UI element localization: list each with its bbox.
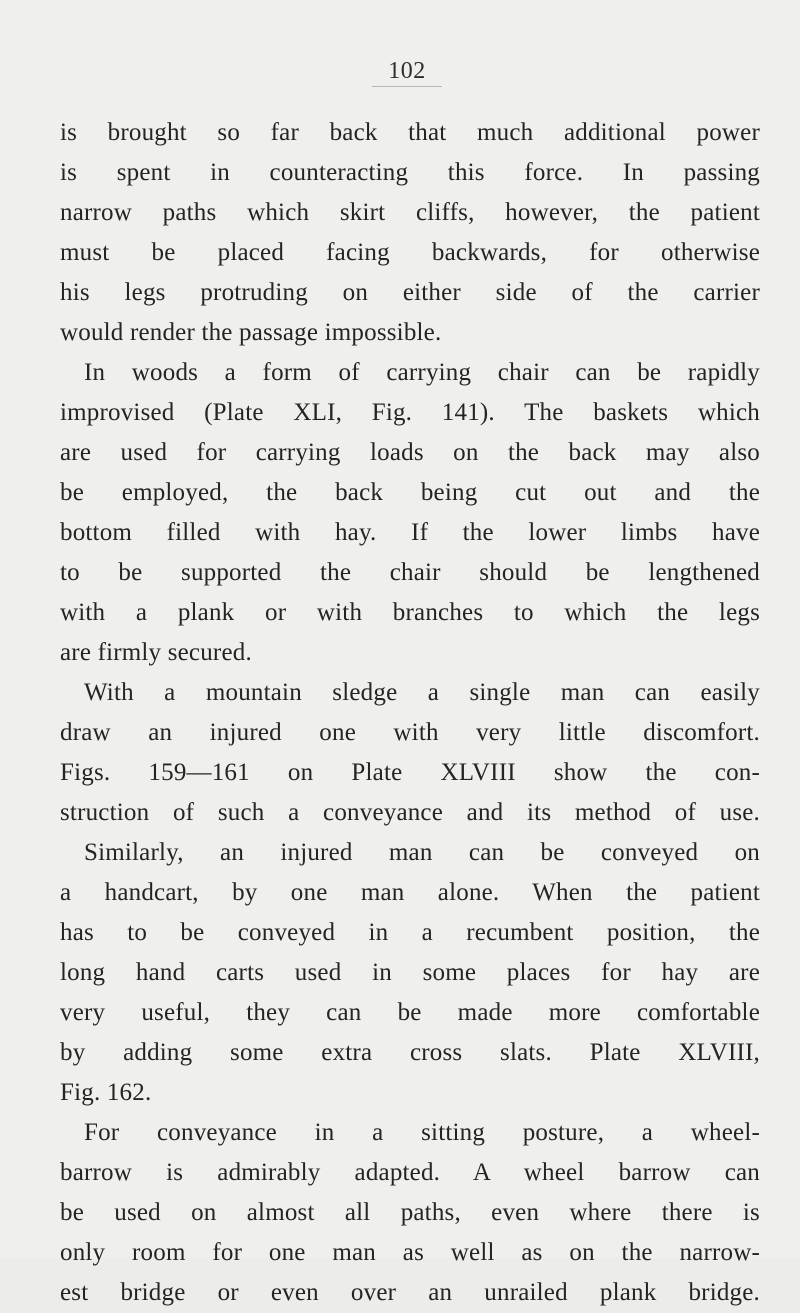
text-line: Figs. 159—161 on Plate XLVIII show the con- [60, 759, 760, 786]
text-line: very useful, they can be made more comfortable [60, 999, 760, 1026]
text-line: be employed, the back being cut out and the [60, 479, 760, 506]
text-line: With a mountain sledge a single man can easily [84, 679, 760, 706]
text-line: Similarly, an injured man can be conveyed on [84, 839, 760, 866]
text-line: improvised (Plate XLI, Fig. 141). The baskets which [60, 399, 760, 426]
text-line: In woods a form of carrying chair can be rapidly [84, 359, 760, 386]
text-line: with a plank or with branches to which the legs [60, 599, 760, 626]
page-number-rule [372, 86, 442, 87]
text-line: has to be conveyed in a recumbent position, the [60, 919, 760, 946]
text-line: bottom filled with hay. If the lower limbs have [60, 519, 760, 546]
text-line: Fig. 162. [60, 1079, 152, 1106]
text-line: a handcart, by one man alone. When the patient [60, 879, 760, 906]
text-line: to be supported the chair should be lengthened [60, 559, 760, 586]
text-line: be used on almost all paths, even where there is [60, 1199, 760, 1226]
text-line: For conveyance in a sitting posture, a wheel- [84, 1119, 760, 1146]
text-line: est bridge or even over an unrailed plank bridge. [60, 1279, 760, 1306]
text-line: would render the passage impossible. [60, 319, 442, 346]
text-line: is spent in counteracting this force. In passing [60, 159, 760, 186]
text-line: are firmly secured. [60, 639, 252, 666]
text-line: only room for one man as well as on the narrow- [60, 1239, 760, 1266]
text-line: draw an injured one with very little discomfort. [60, 719, 760, 746]
text-line: his legs protruding on either side of the carrier [60, 279, 760, 306]
text-line: narrow paths which skirt cliffs, however, the patient [60, 199, 760, 226]
text-line: must be placed facing backwards, for otherwise [60, 239, 760, 266]
text-line: is brought so far back that much additional power [60, 119, 760, 146]
text-line: struction of such a conveyance and its method of use. [60, 799, 760, 826]
text-line: barrow is admirably adapted. A wheel barrow can [60, 1159, 760, 1186]
page-number: 102 [388, 58, 426, 84]
text-line: are used for carrying loads on the back may also [60, 439, 760, 466]
text-line: long hand carts used in some places for hay are [60, 959, 760, 986]
body-text [60, 113, 760, 1313]
text-line: by adding some extra cross slats. Plate XLVIII, [60, 1039, 760, 1066]
